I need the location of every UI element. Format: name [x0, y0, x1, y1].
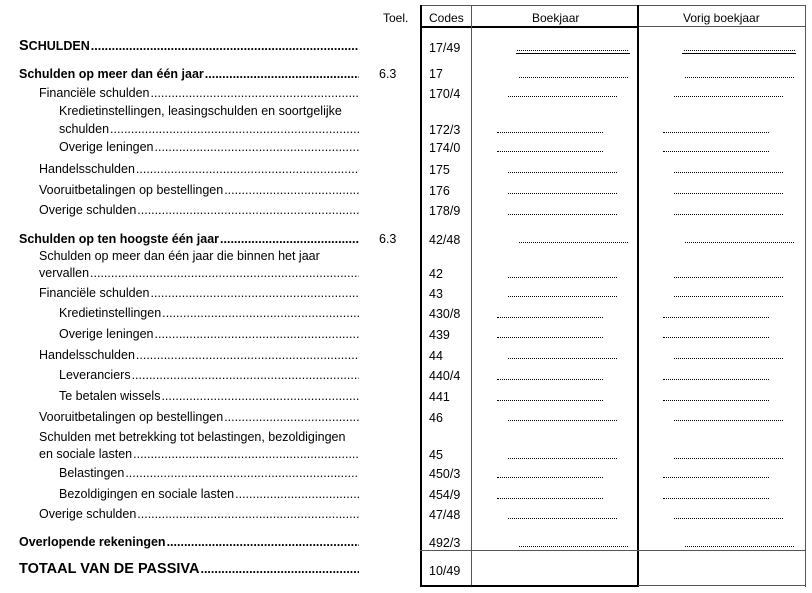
- input-vorig-439[interactable]: [663, 336, 769, 338]
- row-label-schulden-ten-hoogste-een-jaar: Schulden op ten hoogste één jaar .....: [19, 232, 359, 247]
- row-label-totaal-van-de-passiva: TOTAAL VAN DE PASSIVA .....: [19, 561, 359, 578]
- row-label-bezoldigingen: Bezoldigingen en sociale lasten .....: [59, 487, 359, 502]
- input-vorig-440-4[interactable]: [663, 378, 769, 380]
- input-boekjaar-42[interactable]: [508, 276, 617, 278]
- input-boekjaar-45[interactable]: [508, 457, 617, 459]
- input-vorig-172-3[interactable]: [663, 131, 769, 133]
- code-172-3: 172/3: [429, 123, 461, 137]
- code-46: 46: [429, 411, 443, 425]
- input-boekjaar-176[interactable]: [508, 192, 617, 194]
- input-boekjaar-17-49[interactable]: [517, 49, 628, 51]
- input-boekjaar-175[interactable]: [508, 171, 617, 173]
- row-label-vooruitbetalingen-2: Vooruitbetalingen op bestellingen .....: [39, 410, 359, 425]
- code-175: 175: [429, 163, 450, 177]
- input-vorig-42-48[interactable]: [685, 241, 794, 243]
- input-boekjaar-17[interactable]: [519, 76, 628, 78]
- input-vorig-176[interactable]: [674, 192, 783, 194]
- row-label-belastingen-bezoldigingen-line1: Schulden met betrekking tot belastingen, bezoldigingen: [39, 430, 346, 444]
- input-boekjaar-47-48[interactable]: [508, 517, 617, 519]
- input-boekjaar-170-4[interactable]: [508, 95, 617, 97]
- row-label-overlopende-rekeningen: Overlopende rekeningen .....: [19, 535, 359, 550]
- underline: [516, 53, 630, 54]
- row-label-overige-schulden: Overige schulden .....: [39, 203, 359, 218]
- input-vorig-43[interactable]: [674, 295, 783, 297]
- code-492-3: 492/3: [429, 536, 461, 550]
- toel-6-3: 6.3: [379, 232, 397, 246]
- total-top-border: [420, 550, 806, 551]
- row-label-binnen-het-jaar-line1: Schulden op meer dan één jaar die binnen het jaar: [39, 249, 320, 263]
- table-bottom-border: [420, 585, 639, 587]
- row-label-financiele-schulden: Financiële schulden .....: [39, 86, 359, 101]
- codes-left-border: [420, 5, 422, 587]
- code-45: 45: [429, 448, 443, 462]
- input-vorig-450-3[interactable]: [663, 476, 769, 478]
- code-178-9: 178/9: [429, 204, 461, 218]
- input-boekjaar-441[interactable]: [497, 399, 603, 401]
- code-454-9: 454/9: [429, 488, 461, 502]
- code-450-3: 450/3: [429, 467, 461, 481]
- row-label-schulden-meer-dan-een-jaar: Schulden op meer dan één jaar .....: [19, 67, 359, 82]
- row-label-vervallen: vervallen .....: [39, 266, 359, 281]
- input-vorig-46[interactable]: [674, 419, 783, 421]
- row-label-kredietinstellingen-leasing-line1: Kredietinstellingen, leasingschulden en soortgelijke: [59, 104, 342, 118]
- input-boekjaar-44[interactable]: [508, 357, 617, 359]
- code-440-4: 440/4: [429, 369, 461, 383]
- code-441: 441: [429, 390, 450, 404]
- input-vorig-44[interactable]: [674, 357, 783, 359]
- code-17: 17: [429, 67, 443, 81]
- row-label-te-betalen-wissels: Te betalen wissels .....: [59, 389, 359, 404]
- input-boekjaar-172-3[interactable]: [497, 131, 603, 133]
- row-label-kredietinstellingen-leasing: schulden .....: [59, 122, 359, 137]
- code-43: 43: [429, 287, 443, 301]
- boekjaar-right-border: [637, 5, 639, 587]
- input-boekjaar-178-9[interactable]: [508, 213, 617, 215]
- row-label-kredietinstellingen: Kredietinstellingen .....: [59, 306, 359, 321]
- row-label-overige-schulden-2: Overige schulden .....: [39, 507, 359, 522]
- code-176: 176: [429, 184, 450, 198]
- row-label-leveranciers: Leveranciers .....: [59, 368, 359, 383]
- header-toel: Toel.: [383, 11, 409, 25]
- header-vorig-boekjaar: Vorig boekjaar: [683, 11, 760, 25]
- input-vorig-174-0[interactable]: [663, 150, 769, 152]
- input-boekjaar-174-0[interactable]: [497, 150, 603, 152]
- code-174-0: 174/0: [429, 141, 461, 155]
- row-label-schulden: S CHULDEN .....: [19, 39, 359, 54]
- code-42: 42: [429, 267, 443, 281]
- code-170-4: 170/4: [429, 87, 461, 101]
- code-44: 44: [429, 349, 443, 363]
- input-vorig-42[interactable]: [674, 276, 783, 278]
- underline: [682, 53, 796, 54]
- row-label-en-sociale-lasten: en sociale lasten .....: [39, 447, 359, 462]
- code-17-49: 17/49: [429, 41, 461, 55]
- table-top-border: [420, 5, 806, 6]
- header-boekjaar: Boekjaar: [532, 11, 580, 25]
- input-boekjaar-439[interactable]: [497, 336, 603, 338]
- header-separator-right: [638, 26, 806, 27]
- input-boekjaar-454-9[interactable]: [497, 497, 603, 499]
- input-vorig-175[interactable]: [674, 171, 783, 173]
- input-vorig-17[interactable]: [685, 76, 794, 78]
- row-label-overige-leningen-2: Overige leningen .....: [59, 327, 359, 342]
- row-label-financiele-schulden-2: Financiële schulden .....: [39, 286, 359, 301]
- input-boekjaar-42-48[interactable]: [519, 241, 628, 243]
- code-42-48: 42/48: [429, 233, 461, 247]
- header-separator: [420, 26, 638, 28]
- input-vorig-45[interactable]: [674, 457, 783, 459]
- row-label-handelsschulden: Handelsschulden .....: [39, 162, 359, 177]
- input-vorig-441[interactable]: [663, 399, 769, 401]
- table-bottom-border-right: [638, 585, 806, 586]
- row-label-handelsschulden-2: Handelsschulden .....: [39, 348, 359, 363]
- toel-6-3: 6.3: [379, 67, 397, 81]
- row-label-vooruitbetalingen: Vooruitbetalingen op bestellingen .....: [39, 183, 359, 198]
- input-vorig-170-4[interactable]: [674, 95, 783, 97]
- input-vorig-47-48[interactable]: [674, 517, 783, 519]
- input-boekjaar-430-8[interactable]: [497, 316, 603, 318]
- input-vorig-454-9[interactable]: [663, 497, 769, 499]
- codes-right-border: [471, 5, 472, 587]
- code-439: 439: [429, 328, 450, 342]
- input-vorig-430-8[interactable]: [663, 316, 769, 318]
- row-label-belastingen: Belastingen .....: [59, 466, 359, 481]
- input-vorig-178-9[interactable]: [674, 213, 783, 215]
- code-47-48: 47/48: [429, 508, 461, 522]
- code-430-8: 430/8: [429, 307, 461, 321]
- row-label-overige-leningen: Overige leningen .....: [59, 140, 359, 155]
- code-10-49: 10/49: [429, 564, 461, 578]
- input-boekjaar-43[interactable]: [508, 295, 617, 297]
- vorig-right-border: [805, 5, 806, 587]
- input-boekjaar-492-3[interactable]: [519, 545, 628, 547]
- input-boekjaar-440-4[interactable]: [497, 378, 603, 380]
- input-boekjaar-46[interactable]: [508, 419, 617, 421]
- input-boekjaar-450-3[interactable]: [497, 476, 603, 478]
- header-codes: Codes: [429, 11, 464, 25]
- input-vorig-492-3[interactable]: [685, 545, 794, 547]
- input-vorig-17-49[interactable]: [684, 49, 795, 51]
